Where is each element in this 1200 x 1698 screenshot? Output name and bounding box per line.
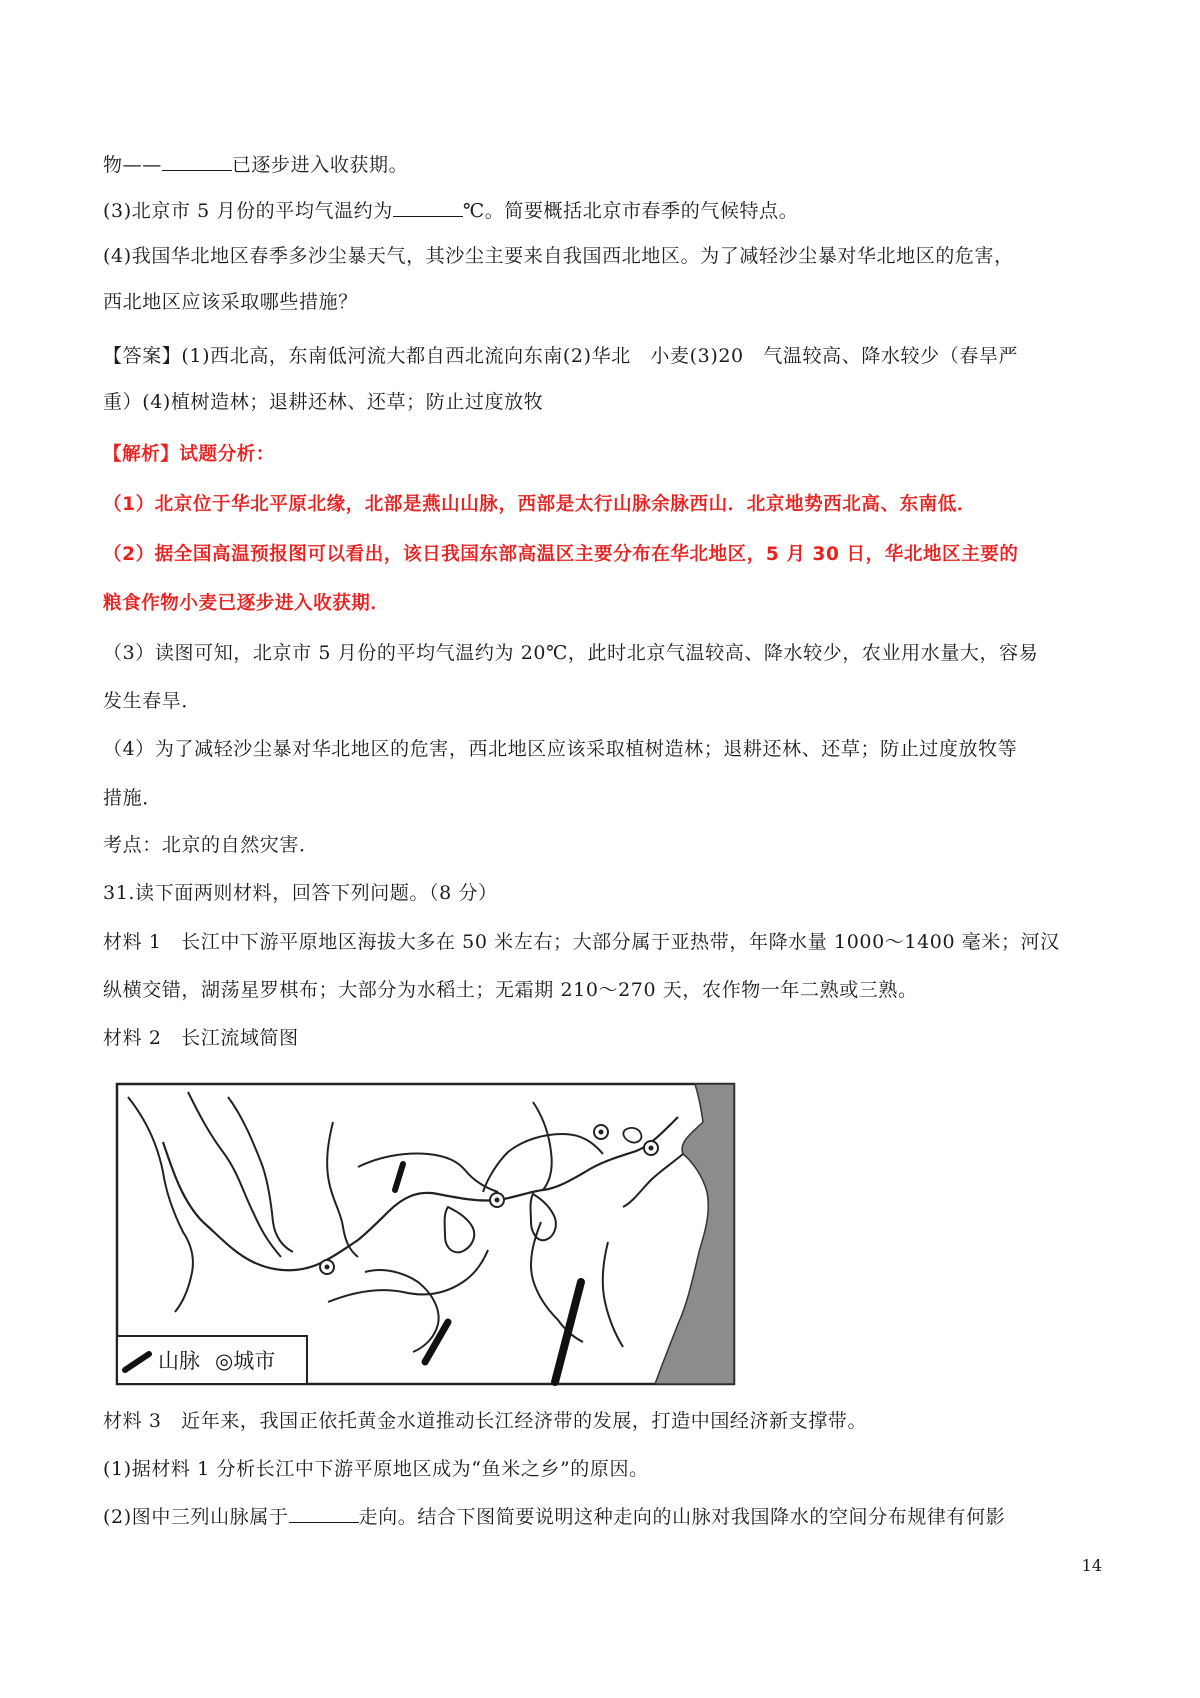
text-fragment: (2)图中三列山脉属于 xyxy=(103,1506,289,1528)
map-legend xyxy=(117,1336,307,1384)
city-marker xyxy=(490,1193,504,1207)
question-31-title: 31.读下面两则材料，回答下列问题。（8 分） xyxy=(103,882,498,904)
answer-blank xyxy=(162,152,232,171)
yangtze-basin-map xyxy=(103,1062,748,1392)
answer-line: 重）(4)植树造林；退耕还林、还草；防止过度放牧 xyxy=(103,391,544,413)
page-number: 14 xyxy=(1081,1556,1102,1575)
city-marker xyxy=(594,1125,608,1139)
text-line xyxy=(103,198,1103,224)
answer-blank xyxy=(289,1504,359,1523)
text-fragment: 走向。结合下图简要说明这种走向的山脉对我国降水的空间分布规律有何影 xyxy=(358,1506,1006,1528)
text-fragment: (3)北京市 5 月份的平均气温约为 xyxy=(103,200,393,222)
text-fragment: 物—— xyxy=(103,154,162,176)
legend-city-label: ◎城市 xyxy=(215,1349,276,1373)
material-3-line: 材料 3 近年来，我国正依托黄金水道推动长江经济带的发展，打造中国经济新支撑带。 xyxy=(103,1410,868,1432)
city-marker xyxy=(320,1260,334,1274)
sub-question-1: (1)据材料 1 分析长江中下游平原地区成为“鱼米之乡”的原因。 xyxy=(103,1458,649,1480)
analysis-line: （1）北京位于华北平原北缘，北部是燕山山脉，西部是太行山脉余脉西山．北京地势西北高、东南低． xyxy=(103,494,976,515)
analysis-line: （2）据全国高温预报图可以看出，该日我国东部高温区主要分布在华北地区，5 月 30 日，华北地区主要的 xyxy=(103,544,1019,565)
analysis-line: 措施． xyxy=(103,787,162,809)
analysis-line: （3）读图可知，北京市 5 月份的平均气温约为 20℃，此时北京气温较高、降水较少，农业用水量大，容易 xyxy=(103,642,1039,664)
map-svg xyxy=(103,1062,748,1392)
sub-question-2 xyxy=(103,1504,1103,1530)
analysis-heading: 【解析】试题分析： xyxy=(103,444,275,465)
text-fragment: ℃。简要概括北京市春季的气候特点。 xyxy=(462,200,799,222)
material-1-line: 材料 1 长江中下游平原地区海拔大多在 50 米左右；大部分属于亚热带，年降水量 1000～1400 毫米；河汉 xyxy=(103,931,1060,953)
city-marker xyxy=(644,1141,658,1155)
material-1-line: 纵横交错，湖荡星罗棋布；大部分为水稻土；无霜期 210～270 天，农作物一年二熟或三熟。 xyxy=(103,979,918,1001)
kaodian-line: 考点：北京的自然灾害． xyxy=(103,834,319,856)
material-2-caption: 材料 2 长江流域简图 xyxy=(103,1027,299,1049)
text-line xyxy=(103,152,1103,178)
analysis-line: （4）为了减轻沙尘暴对华北地区的危害，西北地区应该采取植树造林；退耕还林、还草；防止过度放牧等 xyxy=(103,738,1018,760)
analysis-line: 粮食作物小麦已逐步进入收获期． xyxy=(103,593,390,614)
text-line: 西北地区应该采取哪些措施？ xyxy=(103,291,358,313)
analysis-line: 发生春旱． xyxy=(103,690,202,712)
legend-mountain-label: 山脉 xyxy=(158,1349,200,1373)
text-fragment: 已逐步进入收获期。 xyxy=(231,154,409,176)
answer-line: 【答案】(1)西北高，东南低河流大都自西北流向东南(2)华北 小麦(3)20 气温较高、降水较少（春旱严 xyxy=(103,345,1019,367)
text-line: (4)我国华北地区春季多沙尘暴天气，其沙尘主要来自我国西北地区。为了减轻沙尘暴对华北地区的危害， xyxy=(103,245,1014,267)
answer-blank xyxy=(393,198,463,217)
